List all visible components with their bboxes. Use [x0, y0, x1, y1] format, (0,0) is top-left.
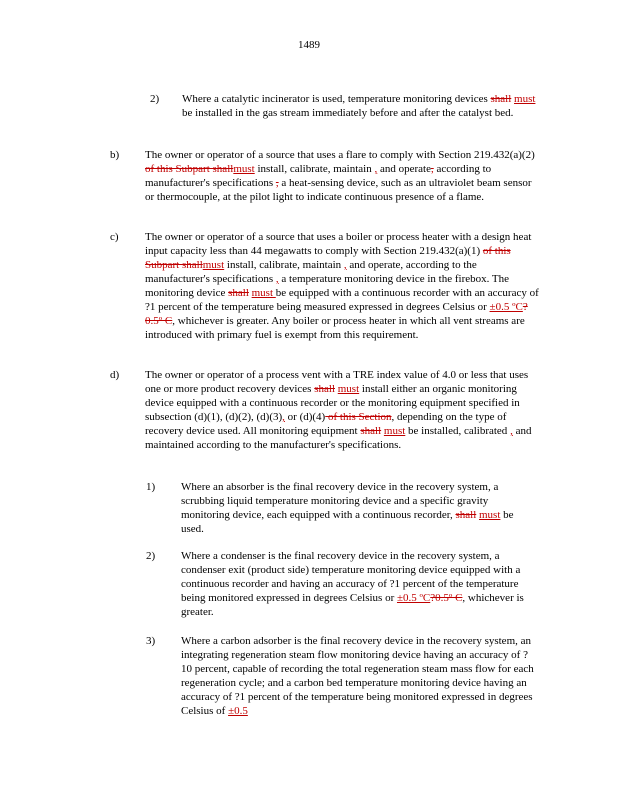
paragraph-text	[145, 230, 543, 342]
text-run: or (d)(4)	[284, 411, 326, 423]
text-run: and operate, according to the manufacturer's specifications	[145, 259, 477, 285]
text-run: The owner or operator of a source that uses a flare to comply with Section 219.432(a)(2)	[145, 149, 535, 161]
deleted-text: of this Subpart shall	[145, 163, 234, 175]
inserted-text: ±0.5 ºC	[396, 592, 431, 604]
item-text	[181, 549, 536, 619]
deleted-text: ?0.5º C	[430, 592, 463, 604]
inserted-text: must	[202, 259, 225, 271]
text-run: install, calibrate, maintain	[254, 163, 375, 175]
item-label: 2)	[146, 550, 156, 562]
text-run: The owner or operator of a source that uses a boiler or process heater with a design heat input capacity less than 44 megawatts to comply with Section 219.432(a)(1)	[145, 231, 532, 257]
text-run: be installed, calibrated	[405, 425, 511, 437]
item-text	[181, 634, 536, 718]
inserted-text: must	[251, 287, 276, 299]
text-run: Where a condenser is the final recovery device in the recovery system, a condenser exit (product side) temperature monitoring device equipped with a continuous recorder and having an accuracy of ?1 percent of the temperature being monitored expressed in degrees Celsius or	[181, 550, 521, 604]
deleted-text: shall	[490, 93, 512, 105]
item-text	[181, 480, 536, 536]
text-run: and maintained according to the manufacturer's specifications.	[145, 425, 532, 451]
item-label: 1)	[146, 481, 156, 493]
deleted-text: shall	[314, 383, 335, 395]
inserted-text: must	[337, 383, 360, 395]
deleted-text: of this Subpart shall	[145, 245, 511, 271]
paragraph-text	[145, 148, 543, 204]
text-run: ?1 percent of the temperature being measured expressed in degrees Celsius or	[145, 301, 490, 313]
paragraph-label: c)	[110, 231, 119, 243]
text-run: , whichever is greater.	[181, 592, 524, 618]
inserted-text: ,	[510, 425, 513, 437]
text-run: Where a catalytic incinerator is used, temperature monitoring devices	[182, 93, 491, 105]
text-run: and operate	[377, 163, 431, 175]
deleted-text: shall	[228, 287, 249, 299]
text-run: according to manufacturer's specifications	[145, 163, 492, 189]
text-run: be used.	[181, 509, 514, 535]
deleted-text: shall	[455, 509, 477, 521]
item-label: 3)	[146, 635, 156, 647]
deleted-text: ,	[430, 163, 434, 175]
deleted-text: shall	[360, 425, 382, 437]
inserted-text: ±0.5 ºC	[489, 301, 523, 313]
paragraph-label: b)	[110, 149, 120, 161]
deleted-text: ?0.5º C	[145, 301, 528, 327]
text-run: be equipped with a continuous recorder with an accuracy of	[275, 287, 539, 299]
text-run: a heat-sensing device, such as an ultraviolet beam sensor or thermocouple, at the pilot light to indicate continuous presence of a flame.	[145, 177, 532, 203]
text-run: install either an organic monitoring device equipped with a continuous recorder or the monitoring equipment specified in subsection (d)(1), (d)(2), (d)(3)	[145, 383, 520, 423]
paragraph-text	[145, 368, 543, 452]
item-label: 2)	[150, 93, 160, 105]
inserted-text: ,	[343, 259, 347, 271]
inserted-text: must	[514, 93, 536, 105]
inserted-text: must	[233, 163, 255, 175]
text-run: Where an absorber is the final recovery device in the recovery system, a scrubbing liquid temperature monitoring device and a specific gravity monitoring device, each equipped with a continuous recorder,	[181, 481, 499, 521]
inserted-text: must	[383, 425, 406, 437]
text-run: , whichever is greater. Any boiler or process heater in which all vent streams are introduced with primary fuel is exempt from this requirement.	[145, 315, 525, 341]
inserted-text: must	[479, 509, 501, 521]
item-text	[182, 92, 542, 120]
text-run: a temperature monitoring device in the firebox. The monitoring device	[145, 273, 510, 299]
page-number: 1489	[298, 39, 320, 51]
deleted-text: ,	[275, 177, 279, 189]
deleted-text: of this Section	[325, 411, 392, 423]
text-run: The owner or operator of a process vent with a TRE index value of 4.0 or less that uses one or more product recovery devices	[145, 369, 529, 395]
text-run: , depending on the type of recovery device used. All monitoring equipment	[145, 411, 507, 437]
text-run: install, calibrate, maintain	[224, 259, 344, 271]
paragraph-label: d)	[110, 369, 120, 381]
inserted-text: ,	[275, 273, 279, 285]
inserted-text: ,	[374, 163, 378, 175]
inserted-text: ±0.5	[228, 705, 248, 717]
inserted-text: ,	[282, 411, 285, 423]
text-run: Where a carbon adsorber is the final recovery device in the recovery system, an integrating regeneration steam flow monitoring device having an accuracy of ?10 percent, capable of recording the total regeneration steam mass flow for each regeneration cycle; and a carbon bed temperature monitoring device having an accuracy of ?1 percent of the temperature being monitored expressed in degrees Celsius of	[181, 635, 534, 717]
text-run: be installed in the gas stream immediately before and after the catalyst bed.	[182, 107, 514, 119]
